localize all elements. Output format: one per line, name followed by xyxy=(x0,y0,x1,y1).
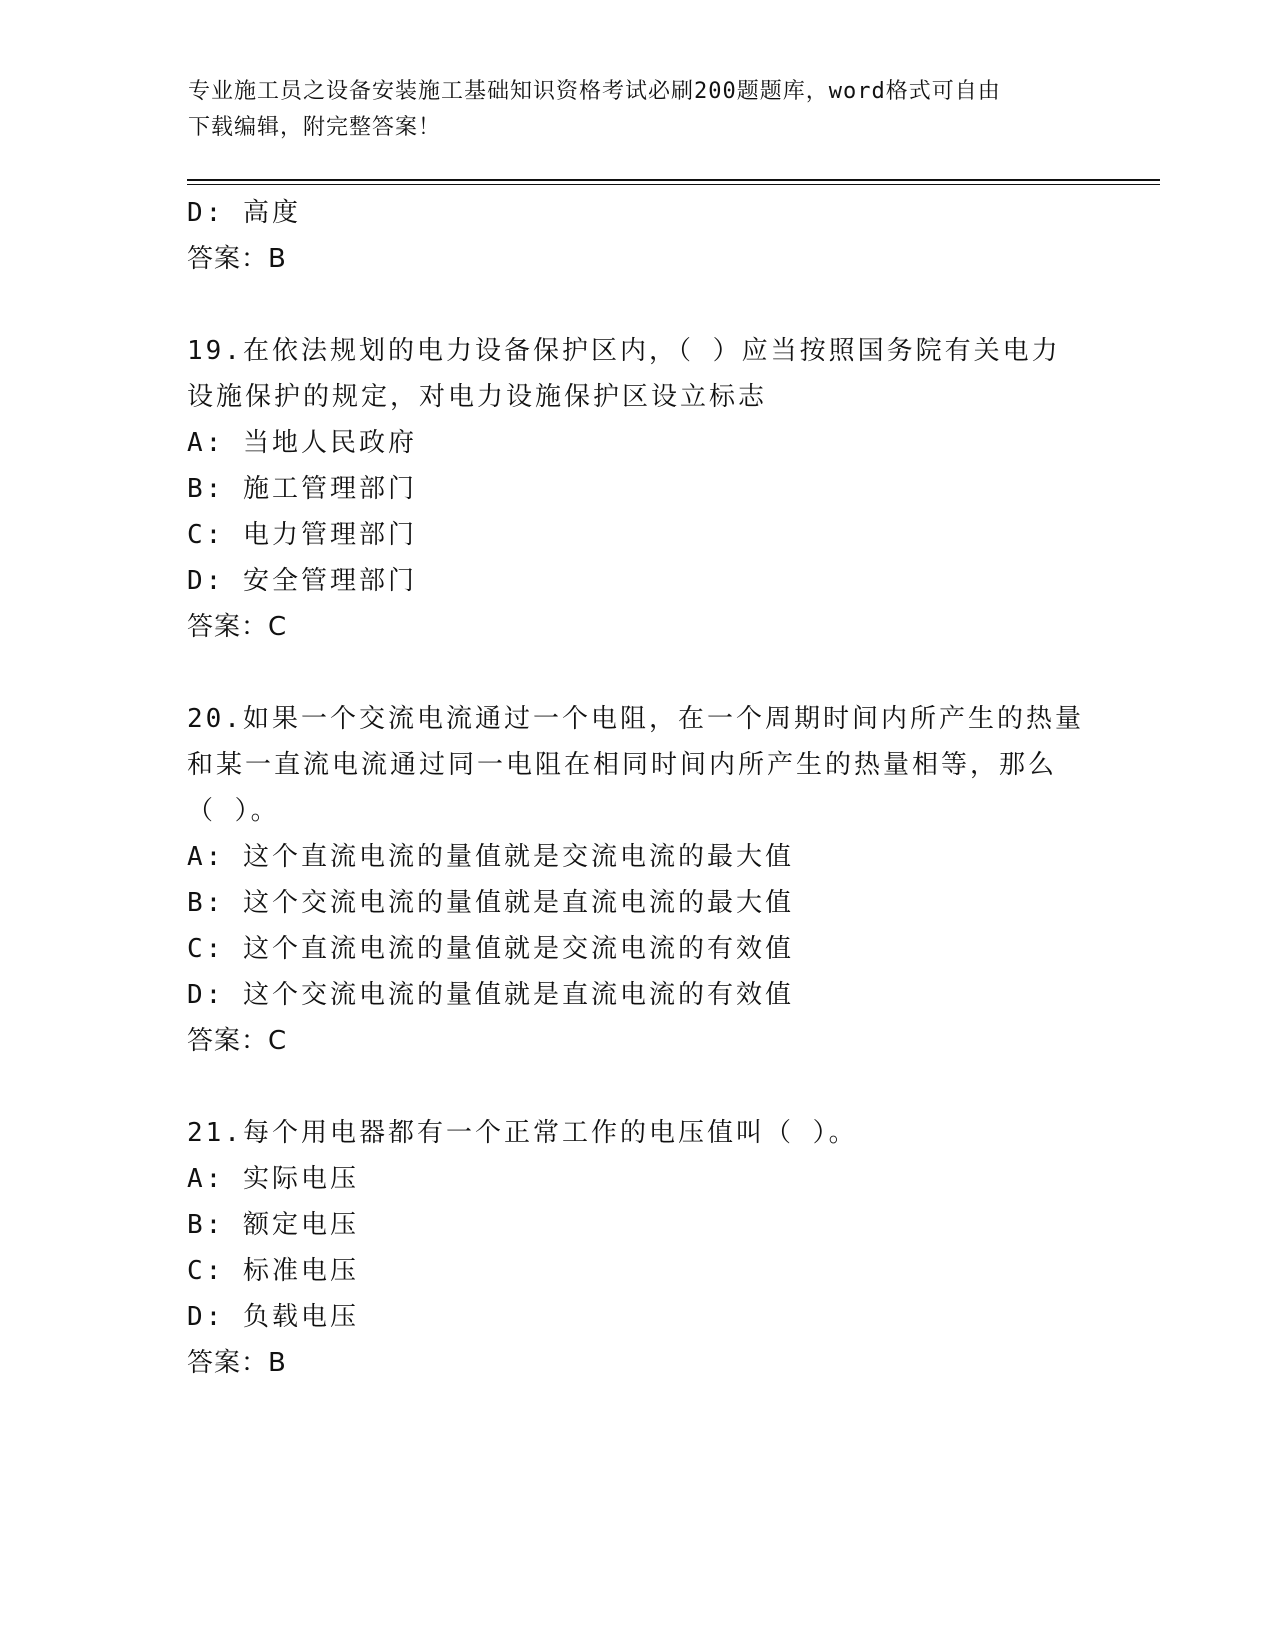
spacer xyxy=(187,650,1087,696)
option-a: A: 实际电压 xyxy=(187,1164,359,1194)
header-line-1: 专业施工员之设备安装施工基础知识资格考试必刷200题题库，word格式可自由 xyxy=(188,79,1001,104)
prev-option-d: D: 高度 xyxy=(187,198,301,228)
option-c: C: 标准电压 xyxy=(187,1256,359,1286)
question-19 xyxy=(187,328,1087,650)
question-20 xyxy=(187,696,1087,1064)
question-text-line: 21.每个用电器都有一个正常工作的电压值叫（ ）。 xyxy=(187,1118,858,1148)
option-a: A: 这个直流电流的量值就是交流电流的最大值 xyxy=(187,842,794,872)
spacer xyxy=(187,282,1087,328)
page-header xyxy=(188,74,1088,146)
option-b: B: 这个交流电流的量值就是直流电流的最大值 xyxy=(187,888,794,918)
answer: 答案：C xyxy=(187,1026,288,1056)
question-21 xyxy=(187,1110,1087,1386)
option-b: B: 施工管理部门 xyxy=(187,474,417,504)
document-body xyxy=(187,190,1087,1386)
question-text-line: 19.在依法规划的电力设备保护区内，（ ）应当按照国务院有关电力 xyxy=(187,336,1061,366)
answer: 答案：C xyxy=(187,612,288,642)
option-d: D: 安全管理部门 xyxy=(187,566,417,596)
option-b: B: 额定电压 xyxy=(187,1210,359,1240)
question-text-line: （ ）。 xyxy=(187,796,280,826)
option-c: C: 这个直流电流的量值就是交流电流的有效值 xyxy=(187,934,794,964)
prev-answer: 答案：B xyxy=(187,244,287,274)
question-text-line: 设施保护的规定，对电力设施保护区设立标志 xyxy=(187,382,768,412)
option-d: D: 这个交流电流的量值就是直流电流的有效值 xyxy=(187,980,794,1010)
option-c: C: 电力管理部门 xyxy=(187,520,417,550)
header-line-2: 下载编辑，附完整答案！ xyxy=(188,115,442,140)
option-d: D: 负载电压 xyxy=(187,1302,359,1332)
question-text-line: 20.如果一个交流电流通过一个电阻，在一个周期时间内所产生的热量 xyxy=(187,704,1084,734)
spacer xyxy=(187,1064,1087,1110)
option-a: A: 当地人民政府 xyxy=(187,428,417,458)
header-rule-thin xyxy=(187,184,1160,185)
header-rule-thick xyxy=(187,179,1160,181)
answer: 答案：B xyxy=(187,1348,287,1378)
question-text-line: 和某一直流电流通过同一电阻在相同时间内所产生的热量相等，那么 xyxy=(187,750,1058,780)
